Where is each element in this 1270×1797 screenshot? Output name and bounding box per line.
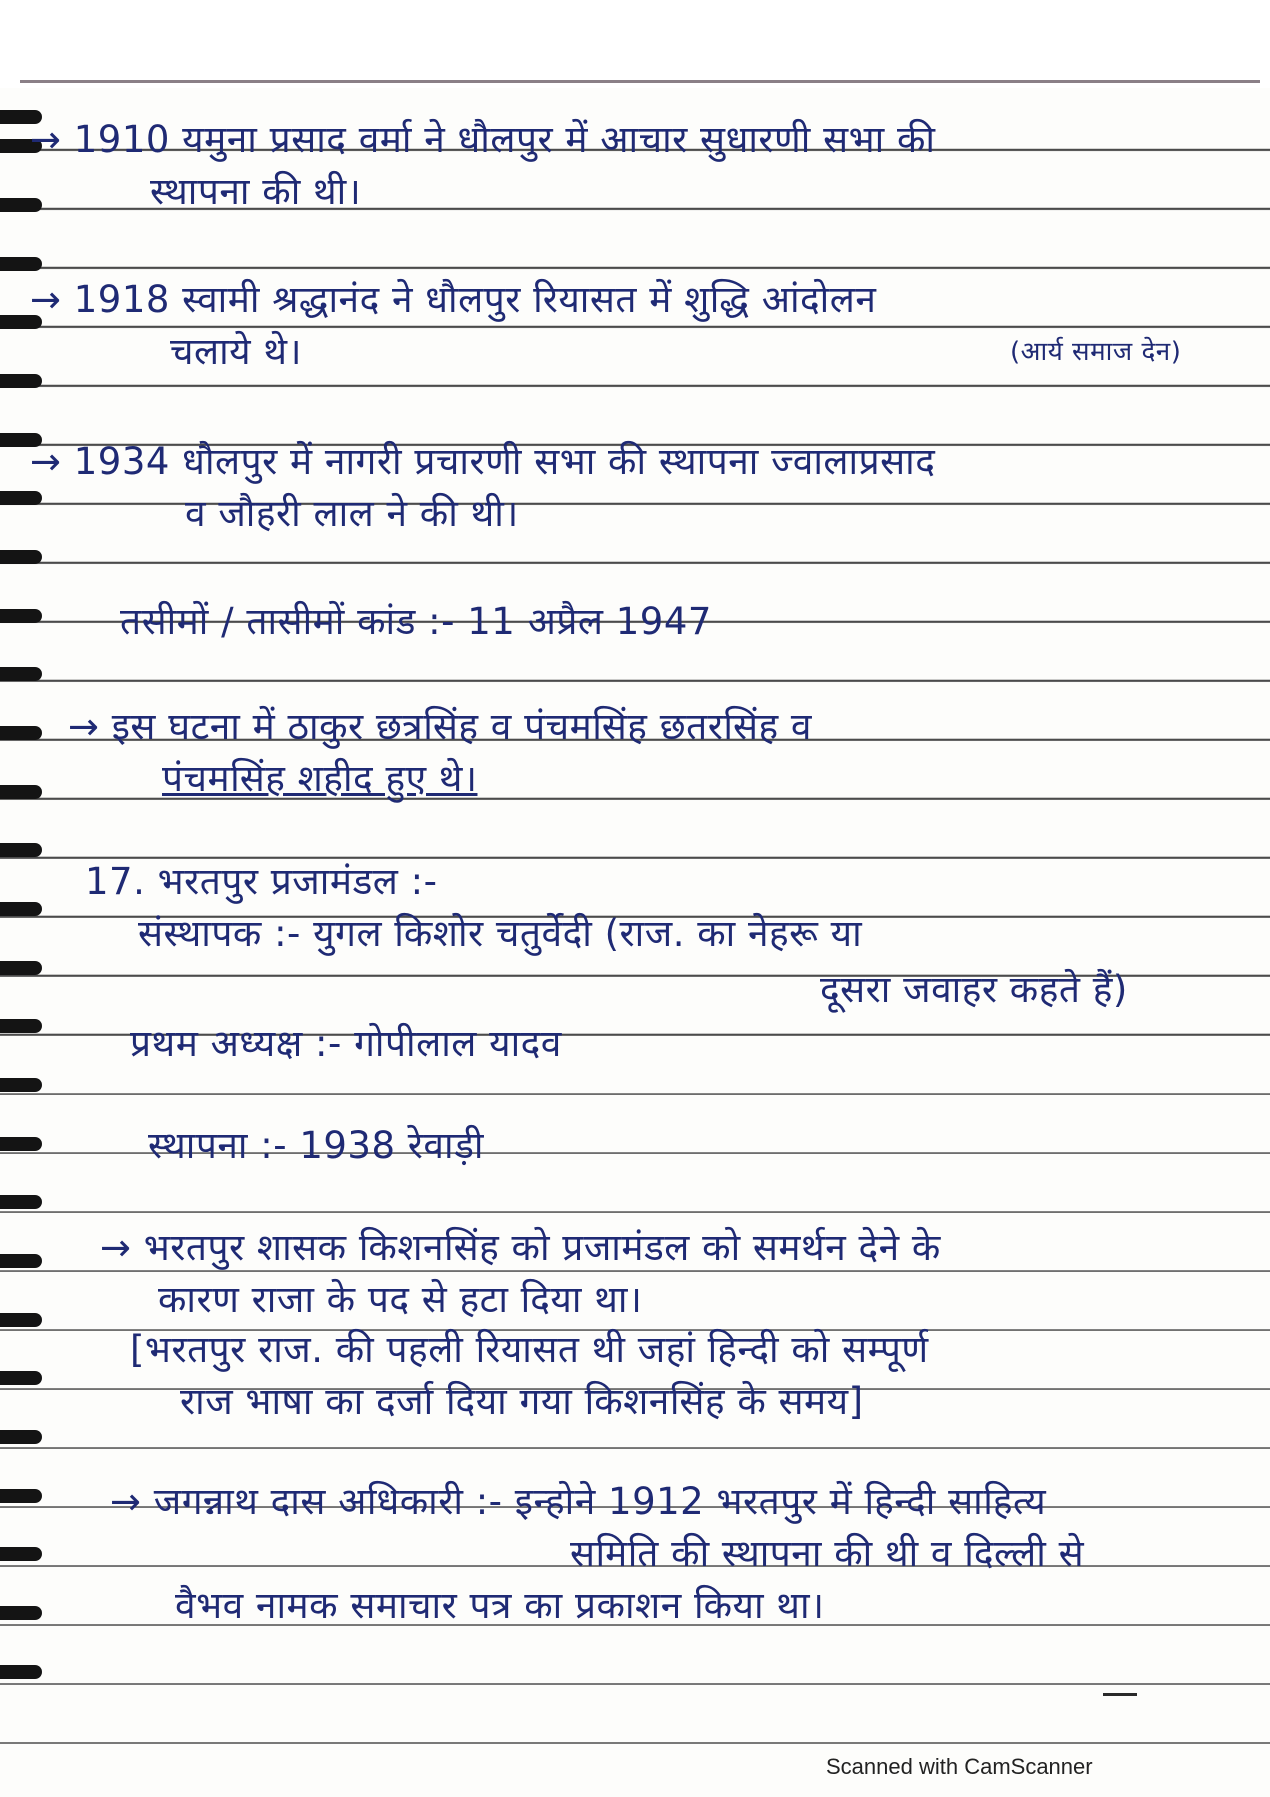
note-jagannath-das-cont: समिति की स्थापना की थी व दिल्ली से [570, 1532, 1085, 1575]
binding-ring [0, 1489, 42, 1503]
top-ruled-line [20, 80, 1260, 83]
note-first-president: प्रथम अध्यक्ष :- गोपीलाल यादव [130, 1022, 562, 1065]
binding-ring [0, 1665, 42, 1679]
note-nagri-1934: → 1934 धौलपुर में नागरी प्रचारणी सभा की स्थापना ज्वालाप्रसाद [30, 440, 936, 483]
scanner-watermark: Scanned with CamScanner [826, 1754, 1093, 1779]
binding-ring [0, 374, 42, 388]
note-shuddhi-1918: → 1918 स्वामी श्रद्धानंद ने धौलपुर रियासत में शुद्धि आंदोलन [30, 278, 877, 321]
note-ghatna-cont: पंचमसिंह शहीद हुए थे। [162, 757, 478, 800]
binding-ring [0, 609, 42, 623]
note-vaibhav: वैभव नामक समाचार पत्र का प्रकाशन किया था। [175, 1584, 825, 1627]
note-dholpur-1910: → 1910 यमुना प्रसाद वर्मा ने धौलपुर में आचार सुधारणी सभा की [30, 118, 936, 161]
spiral-binding [0, 110, 60, 1730]
binding-ring [0, 198, 42, 212]
binding-ring [0, 961, 42, 975]
binding-ring [0, 1078, 42, 1092]
binding-ring [0, 726, 42, 740]
binding-ring [0, 491, 42, 505]
pen-mark [1103, 1693, 1137, 1696]
note-arya-samaj: (आर्य समाज देन) [1010, 337, 1182, 367]
note-kishan-singh-cont: कारण राजा के पद से हटा दिया था। [158, 1278, 643, 1321]
binding-ring [0, 1137, 42, 1151]
note-kishan-singh: → भरतपुर शासक किशनसिंह को प्रजामंडल को समर्थन देने के [100, 1226, 941, 1269]
binding-ring [0, 550, 42, 564]
binding-ring [0, 1371, 42, 1385]
binding-ring [0, 257, 42, 271]
note-established: स्थापना :- 1938 रेवाड़ी [148, 1124, 484, 1167]
binding-ring [0, 1547, 42, 1561]
page-top-margin [0, 0, 1270, 88]
binding-ring [0, 1430, 42, 1444]
note-ghatna: → इस घटना में ठाकुर छत्रसिंह व पंचमसिंह छतरसिंह व [68, 705, 812, 748]
binding-ring [0, 1313, 42, 1327]
note-hindi-language: [भरतपुर राज. की पहली रियासत थी जहां हिन्दी को सम्पूर्ण [130, 1328, 929, 1371]
note-dholpur-1910-cont: स्थापना की थी। [150, 170, 362, 213]
note-jagannath-das: → जगन्नाथ दास अधिकारी :- इन्होने 1912 भरतपुर में हिन्दी साहित्य [110, 1480, 1047, 1523]
section-heading-bharatpur: 17. भरतपुर प्रजामंडल :- [85, 860, 438, 903]
binding-ring [0, 1606, 42, 1620]
binding-ring [0, 902, 42, 916]
note-taseemon-kand: तसीमों / तासीमों कांड :- 11 अप्रैल 1947 [120, 600, 712, 643]
binding-ring [0, 843, 42, 857]
note-nagri-1934-cont: व जौहरी लाल ने की थी। [185, 492, 519, 535]
binding-ring [0, 785, 42, 799]
binding-ring [0, 1195, 42, 1209]
note-shuddhi-1918-cont: चलाये थे। [170, 330, 303, 373]
binding-ring [0, 1254, 42, 1268]
note-founder: संस्थापक :- युगल किशोर चतुर्वेदी (राज. का नेहरू या [138, 912, 863, 955]
note-founder-cont: दूसरा जवाहर कहते हैं) [820, 968, 1128, 1011]
binding-ring [0, 667, 42, 681]
binding-ring [0, 1019, 42, 1033]
note-hindi-language-cont: राज भाषा का दर्जा दिया गया किशनसिंह के समय] [180, 1380, 864, 1423]
